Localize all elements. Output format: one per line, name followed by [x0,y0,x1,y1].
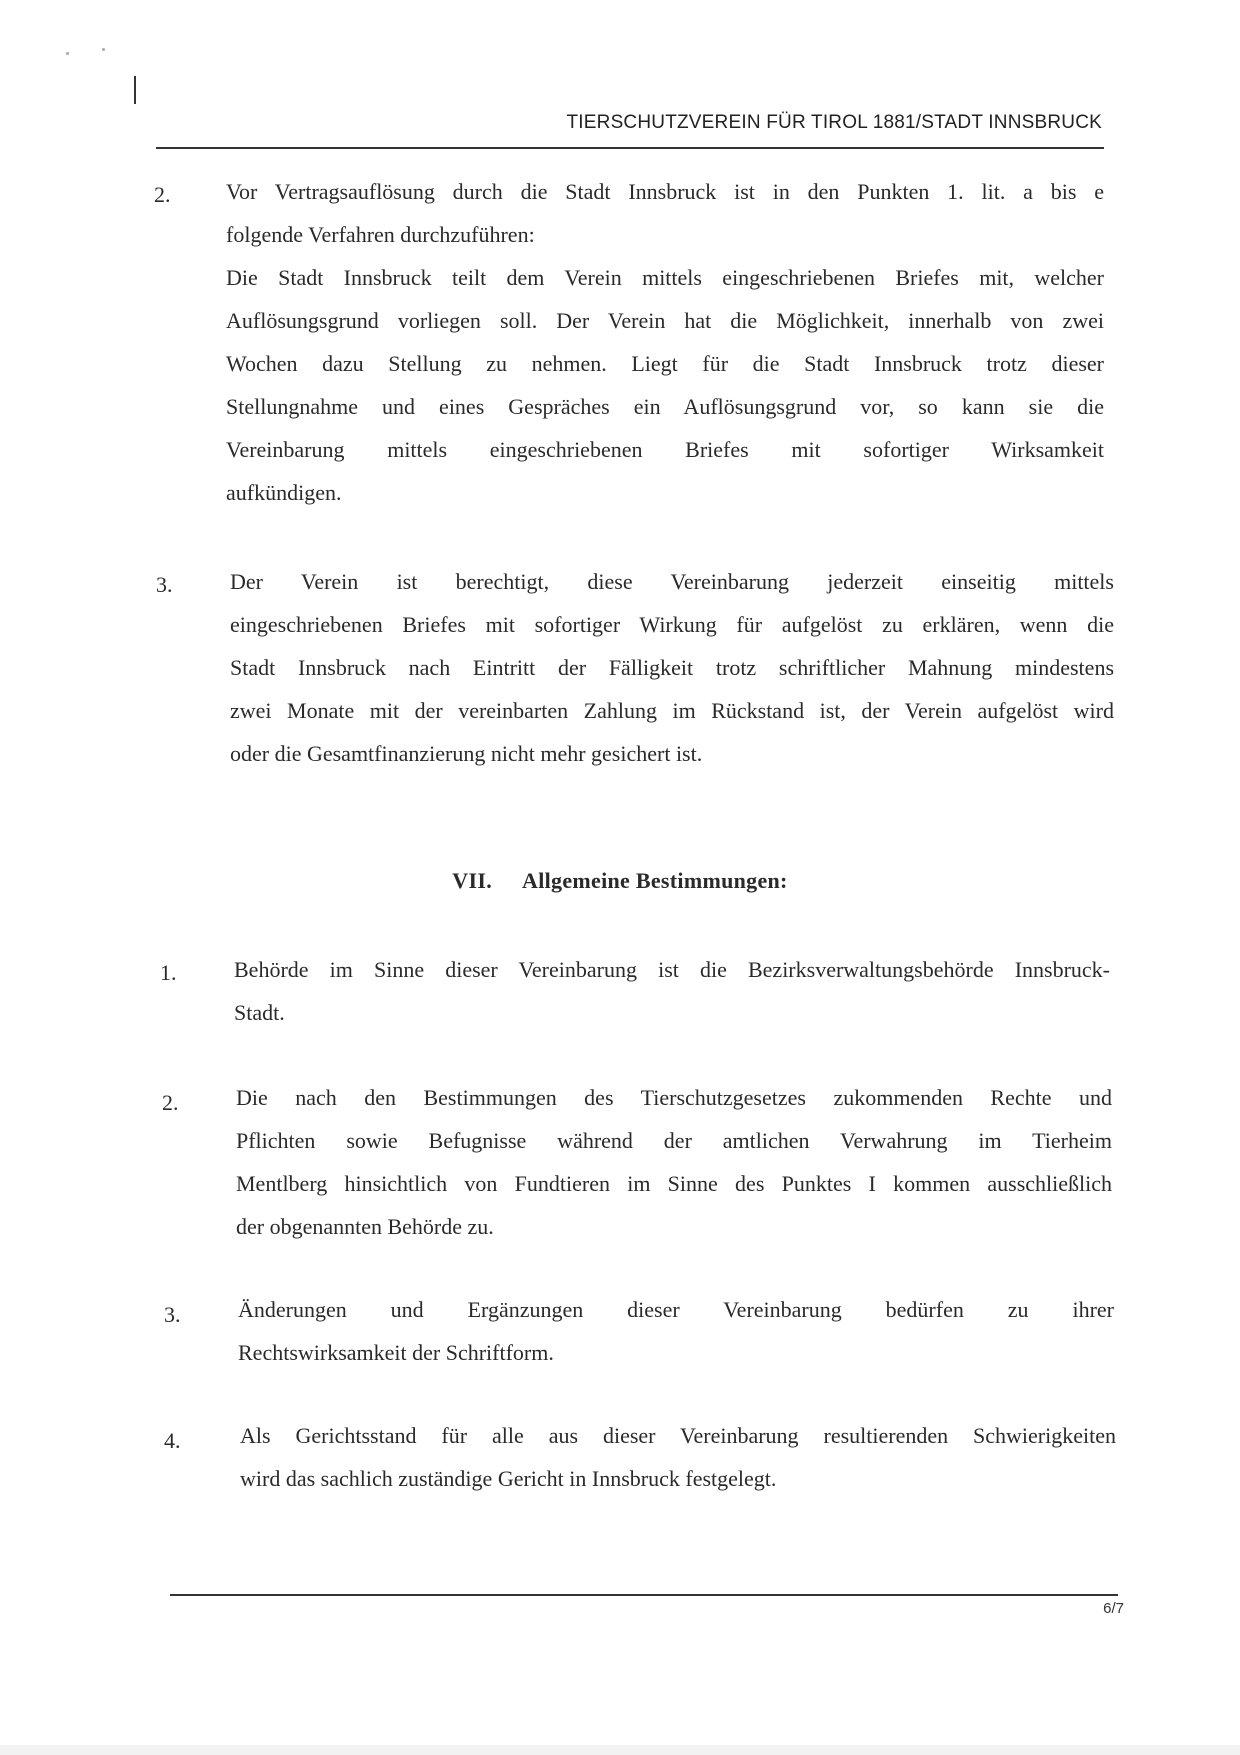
text-line: Stellungnahme und eines Gespräches ein Auflösungsgrund vor, so kann sie die [226,394,1104,419]
footer-rule [170,1594,1118,1596]
text-line: Stadt. [234,1000,285,1025]
item-text [240,1414,1116,1500]
text-line: folgende Verfahren durchzuführen: [226,222,535,247]
item-text [230,560,1114,775]
text-line: wird das sachlich zuständige Gericht in Innsbruck festgelegt. [240,1466,777,1491]
text-line: Vereinbarung mittels eingeschriebenen Briefes mit sofortiger Wirksamkeit [226,437,1104,462]
text-line: Die Stadt Innsbruck teilt dem Verein mittels eingeschriebenen Briefes mit, welcher [226,265,1104,290]
text-line: Wochen dazu Stellung zu nehmen. Liegt für die Stadt Innsbruck trotz dieser [226,351,1104,376]
item-number: 1. [160,960,177,985]
text-line: zwei Monate mit der vereinbarten Zahlung im Rückstand ist, der Verein aufgelöst wird [230,698,1114,723]
text-line: eingeschriebenen Briefes mit sofortiger Wirkung für aufgelöst zu erklären, wenn die [230,612,1114,637]
text-line: Auflösungsgrund vorliegen soll. Der Verein hat die Möglichkeit, innerhalb von zwei [226,308,1104,333]
item-number: 2. [162,1090,179,1115]
page-number: 6/7 [1103,1600,1124,1617]
text-line: Die nach den Bestimmungen des Tierschutzgesetzes zukommenden Rechte und [236,1085,1112,1110]
text-line: Stadt Innsbruck nach Eintritt der Fälligkeit trotz schriftlicher Mahnung mindestens [230,655,1114,680]
text-line: Änderungen und Ergänzungen dieser Vereinbarung bedürfen zu ihrer [238,1297,1114,1322]
text-line: Behörde im Sinne dieser Vereinbarung ist die Bezirksverwaltungsbehörde Innsbruck- [234,957,1110,982]
item-number: 2. [154,182,171,207]
section-title: Allgemeine Bestimmungen: [522,868,788,893]
text-line: der obgenannten Behörde zu. [236,1214,494,1239]
item-text [236,1076,1112,1248]
item-number: 3. [164,1302,181,1327]
item-number: 3. [156,572,173,597]
section-vii-heading [0,868,1240,894]
text-line: oder die Gesamtfinanzierung nicht mehr gesichert ist. [230,741,703,766]
text-line: Mentlberg hinsichtlich von Fundtieren im Sinne des Punktes I kommen ausschließlich [236,1171,1112,1196]
scan-dust [66,52,69,55]
item-text [234,948,1110,1034]
section-number: VII. [452,868,493,893]
scan-edge [0,1745,1240,1755]
text-line: Vor Vertragsauflösung durch die Stadt Innsbruck ist in den Punkten 1. lit. a bis e [226,179,1104,204]
text-line: Der Verein ist berechtigt, diese Vereinbarung jederzeit einseitig mittels [230,569,1114,594]
text-line: aufkündigen. [226,480,342,505]
text-line: Pflichten sowie Befugnisse während der amtlichen Verwahrung im Tierheim [236,1128,1112,1153]
header-title: TIERSCHUTZVEREIN FÜR TIROL 1881/STADT INNSBRUCK [566,112,1102,133]
item-text [226,170,1104,514]
text-line: Als Gerichtsstand für alle aus dieser Vereinbarung resultierenden Schwierigkeiten [240,1423,1116,1448]
scan-mark [134,76,136,104]
scan-dust [102,48,105,51]
item-number: 4. [164,1428,181,1453]
text-line: Rechtswirksamkeit der Schriftform. [238,1340,554,1365]
item-text [238,1288,1114,1374]
header-rule [156,147,1104,149]
